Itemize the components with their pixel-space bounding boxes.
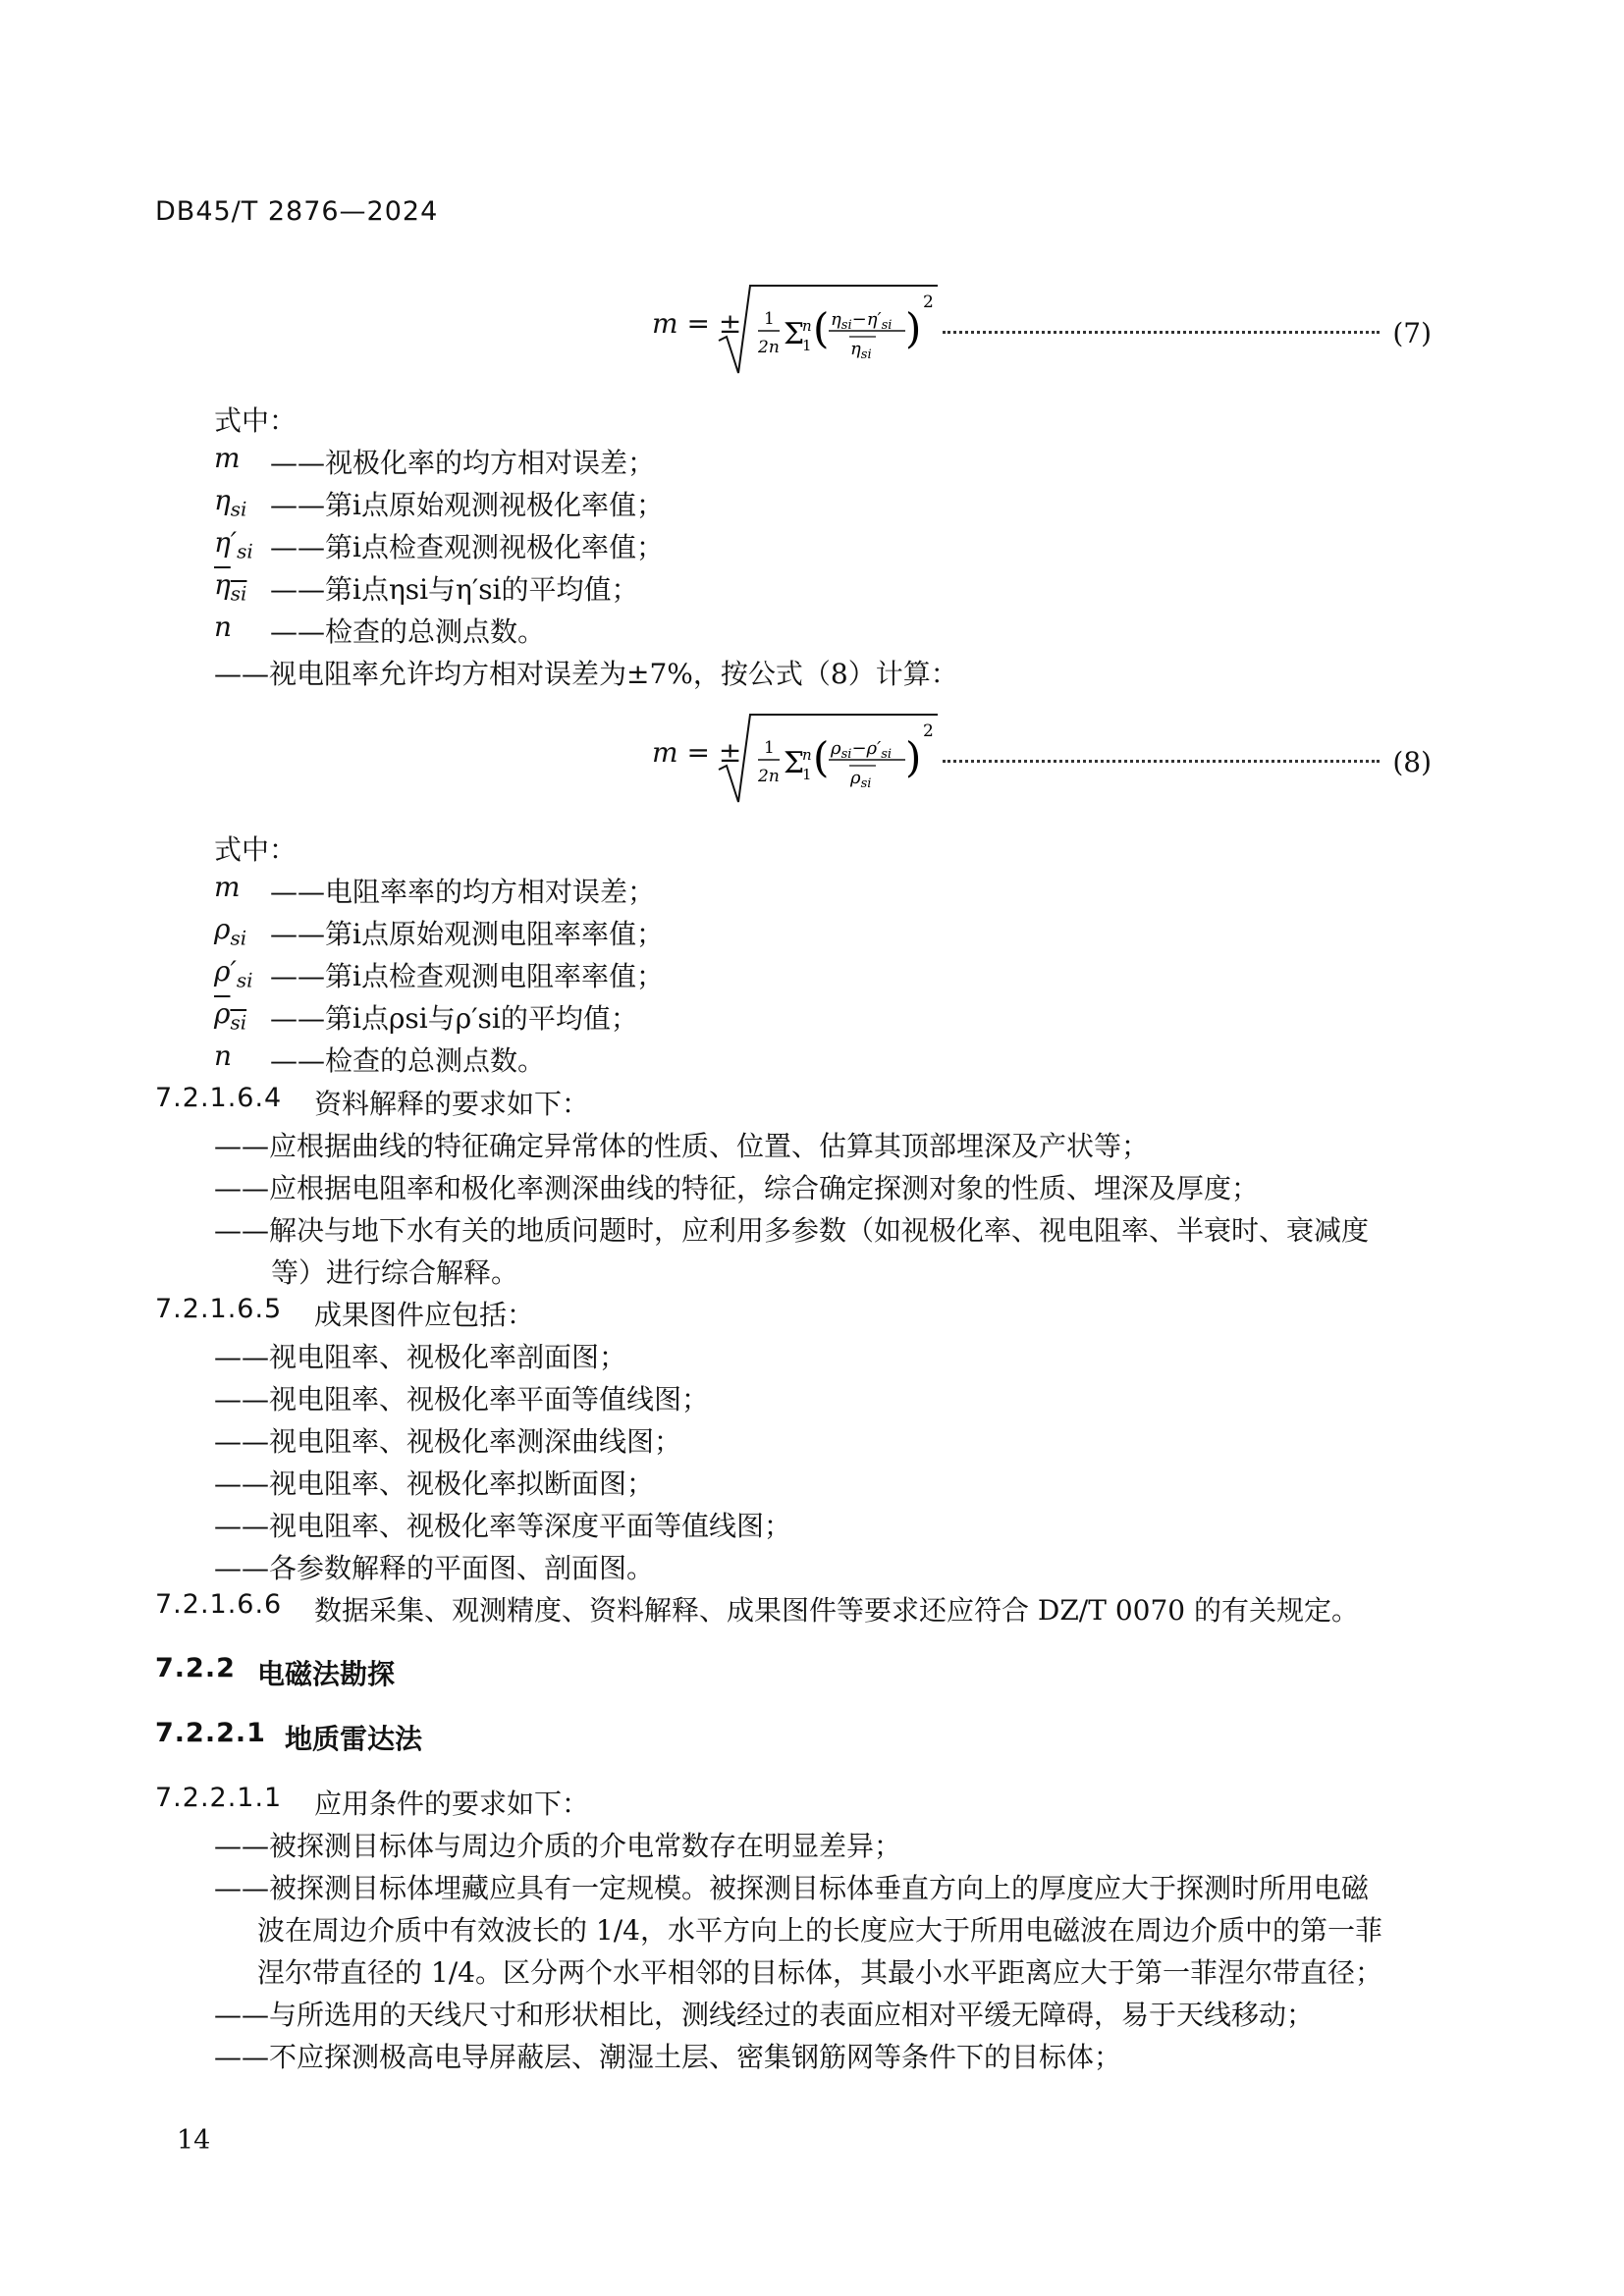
svg-text:(: (	[813, 733, 830, 781]
list-item: ——各参数解释的平面图、剖面图。	[214, 1552, 655, 1584]
symbol-m: m	[214, 871, 241, 903]
list-item: ——应根据曲线的特征确定异常体的性质、位置、估算其顶部埋深及产状等；	[214, 1130, 1150, 1162]
section-title: 地质雷达法	[285, 1723, 423, 1755]
svg-text:2: 2	[923, 293, 934, 312]
list-item: ——视电阻率、视极化率等深度平面等值线图；	[214, 1510, 792, 1542]
clause-number: 7.2.1.6.6	[155, 1589, 283, 1620]
symbol-eta-si: $\eta_{si}$	[214, 484, 247, 521]
clause-number: 7.2.2.1.1	[155, 1783, 283, 1813]
where-item: ——第i点原始观测视极化率值；	[270, 489, 664, 521]
standard-number-header: DB45/T 2876—2024	[155, 196, 439, 227]
list-item: ——不应探测极高电导屏蔽层、潮湿土层、密集钢筋网等条件下的目标体；	[214, 2041, 1122, 2073]
clause-text: 数据采集、观测精度、资料解释、成果图件等要求还应符合 DZ/T 0070 的有关规定。	[314, 1594, 1359, 1627]
svg-text:(: (	[813, 304, 830, 352]
svg-text:2n: 2n	[758, 767, 780, 786]
formula-7-leader	[943, 331, 1380, 334]
where-item: ——第i点ρsi与ρ′si的平均值；	[270, 1002, 638, 1035]
svg-text:1: 1	[802, 337, 812, 354]
svg-text:ρsi−ρ′si: $\rho_{si}-\rho'_{si}$	[831, 738, 893, 762]
svg-text:ηsi−η′si: $\eta_{si}-\eta'_{si}$	[831, 309, 893, 333]
symbol-eta-bar-si: $\eta_{si}$	[214, 568, 247, 606]
list-item: ——被探测目标体埋藏应具有一定规模。被探测目标体垂直方向上的厚度应大于探测时所用电磁	[214, 1872, 1370, 1904]
svg-text:n: n	[802, 746, 812, 764]
formula-7-lhs: m = ±	[652, 307, 742, 340]
where-item: ——第i点原始观测电阻率率值；	[270, 918, 664, 950]
symbol-rho-prime-si: $\rho'_{si}$	[214, 955, 253, 992]
resistivity-error-line: ——视电阻率允许均方相对误差为±7%，按公式（8）计算：	[214, 658, 958, 690]
list-item: ——视电阻率、视极化率平面等值线图；	[214, 1383, 710, 1415]
formula-8	[648, 709, 1453, 807]
where-title: 式中：	[214, 833, 298, 866]
page-number: 14	[177, 2125, 211, 2156]
svg-text:n: n	[802, 317, 812, 335]
where-item: ——第i点检查观测视极化率值；	[270, 531, 664, 563]
svg-text:): )	[905, 304, 922, 352]
section-number: 7.2.2	[155, 1653, 236, 1683]
formula-8-leader	[943, 760, 1380, 763]
clause-title: 应用条件的要求如下：	[314, 1788, 590, 1820]
list-item: ——被探测目标体与周边介质的介电常数存在明显差异；	[214, 1830, 902, 1862]
clause-title: 成果图件应包括：	[314, 1299, 535, 1331]
svg-text:1: 1	[764, 309, 775, 329]
section-number: 7.2.2.1	[155, 1718, 266, 1748]
svg-text:1: 1	[764, 738, 775, 758]
svg-text:Σ: Σ	[784, 317, 805, 351]
where-item: ——第i点ηsi与η′si的平均值；	[270, 573, 639, 606]
where-title: 式中：	[214, 404, 298, 437]
list-item: ——视电阻率、视极化率剖面图；	[214, 1341, 627, 1373]
svg-text:2: 2	[923, 721, 934, 741]
list-item-continuation: 涅尔带直径的 1/4。区分两个水平相邻的目标体，其最小水平距离应大于第一菲涅尔带直径；	[257, 1956, 1382, 1989]
section-title: 电磁法勘探	[257, 1658, 396, 1690]
svg-text:2n: 2n	[758, 338, 780, 357]
list-item: ——与所选用的天线尺寸和形状相比，测线经过的表面应相对平缓无障碍，易于天线移动；	[214, 1999, 1315, 2031]
formula-8-lhs: m = ±	[652, 736, 742, 769]
clause-number: 7.2.1.6.5	[155, 1294, 283, 1324]
svg-text:ρsi: $\rho_{si}$	[850, 768, 872, 791]
list-item-continuation: 等）进行综合解释。	[271, 1256, 519, 1289]
symbol-m: m	[214, 442, 241, 474]
where-item: ——电阻率率的均方相对误差；	[270, 876, 656, 908]
svg-text:1: 1	[802, 766, 812, 783]
formula-7-number: (7)	[1392, 317, 1432, 349]
svg-text:): )	[905, 733, 922, 781]
svg-text:ηsi: $\eta_{si}$	[850, 339, 872, 362]
list-item-continuation: 波在周边介质中有效波长的 1/4，水平方向上的长度应大于所用电磁波在周边介质中的第一菲	[257, 1914, 1382, 1947]
clause-number: 7.2.1.6.4	[155, 1083, 283, 1113]
symbol-n: n	[214, 611, 233, 643]
symbol-rho-si: $\rho_{si}$	[214, 913, 247, 950]
symbol-eta-prime-si: $\eta'_{si}$	[214, 526, 253, 563]
where-item: ——第i点检查观测电阻率率值；	[270, 960, 664, 992]
list-item: ——应根据电阻率和极化率测深曲线的特征，综合确定探测对象的性质、埋深及厚度；	[214, 1172, 1260, 1204]
symbol-n: n	[214, 1040, 233, 1072]
symbol-rho-bar-si: $\rho_{si}$	[214, 997, 247, 1035]
where-item: ——检查的总测点数。	[270, 1044, 546, 1077]
svg-text:Σ: Σ	[784, 746, 805, 780]
where-item: ——检查的总测点数。	[270, 615, 546, 648]
formula-7	[648, 280, 1453, 378]
clause-title: 资料解释的要求如下：	[314, 1088, 590, 1120]
list-item: ——视电阻率、视极化率拟断面图；	[214, 1468, 655, 1500]
list-item: ——视电阻率、视极化率测深曲线图；	[214, 1425, 682, 1458]
list-item: ——解决与地下水有关的地质问题时，应利用多参数（如视极化率、视电阻率、半衰时、衰减度	[214, 1214, 1370, 1247]
formula-8-number: (8)	[1392, 746, 1432, 778]
where-item: ——视极化率的均方相对误差；	[270, 447, 656, 479]
